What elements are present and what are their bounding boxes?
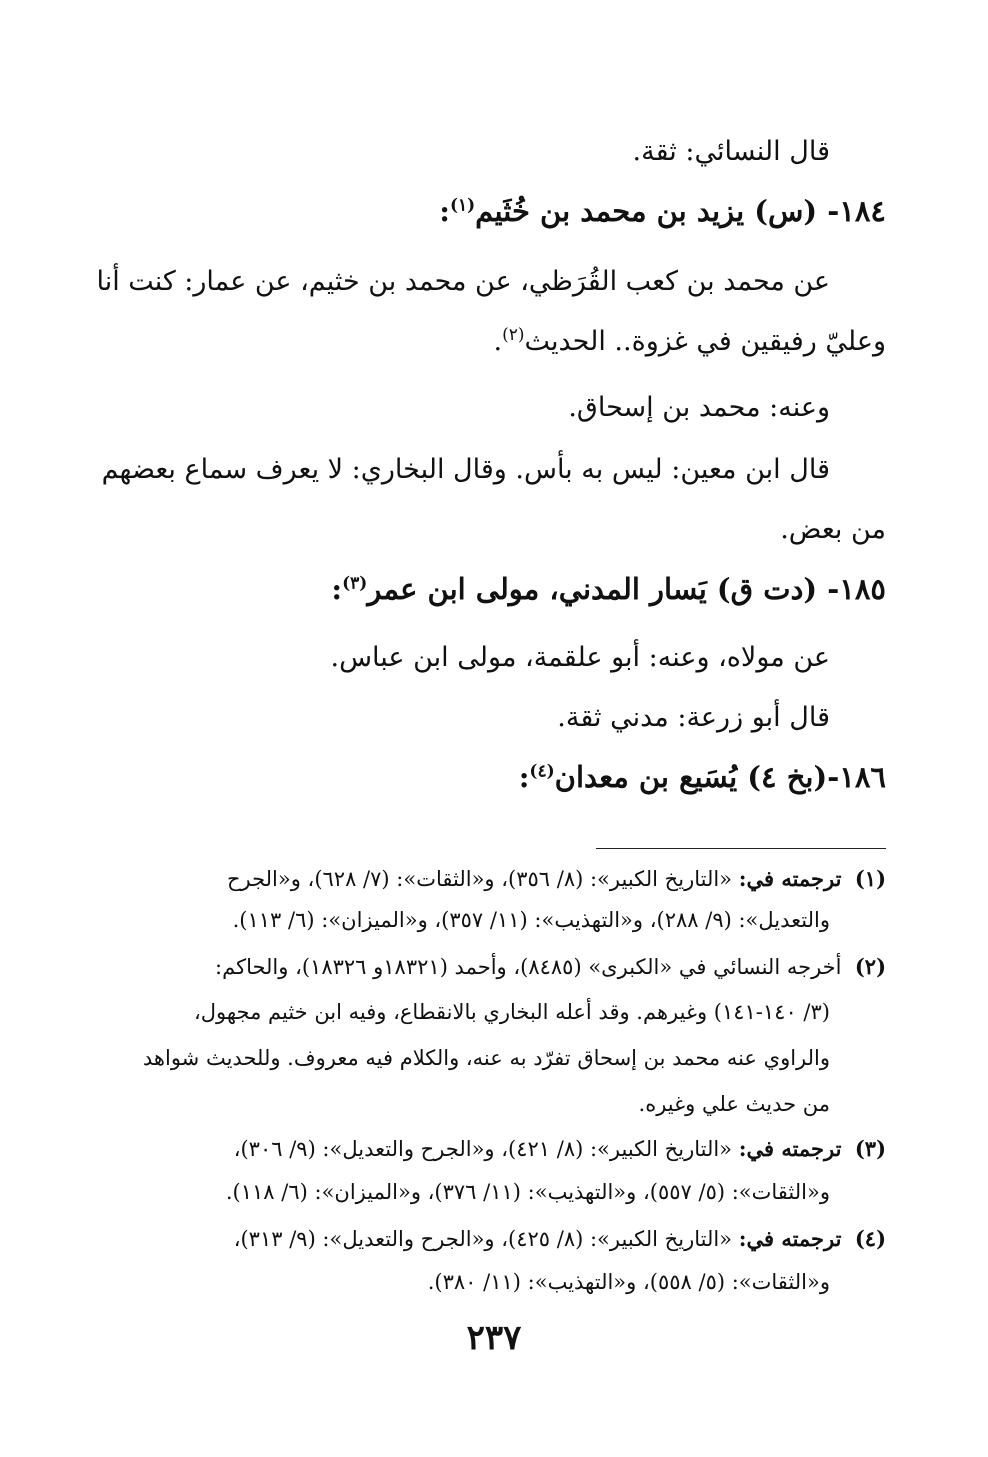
footnote-ref: (٢)	[502, 325, 525, 345]
footnote-line: و«الثقات»: (٥/ ٥٥٨)، و«التهذيب»: (١١/ ٣٨٠).	[427, 1270, 830, 1294]
heading-colon: :	[331, 572, 343, 606]
footnote-line: من حديث علي وغيره.	[638, 1092, 830, 1116]
footnote-lead: ترجمته في:	[738, 1136, 842, 1161]
footnote-line: والتعديل»: (٩/ ٢٨٨)، و«التهذيب»: (١١/ ٣٥٧)، و«الميزان»: (٦/ ١١٣).	[232, 908, 830, 932]
footnote-ref: (١)	[449, 195, 476, 216]
heading-colon: :	[518, 760, 530, 794]
footnote-ref: (٣)	[342, 573, 368, 594]
footnote-text: «التاريخ الكبير»: (٨/ ٣٥٦)، و«الثقات»: (٧/ ٦٢٨)، و«الجرح	[226, 867, 733, 891]
text-line: عن محمد بن كعب القُرَظي، عن محمد بن خثيم، عن عمار: كنت أنا	[96, 266, 830, 297]
footnote-line: (٣/ ١٤٠-١٤١) وغيرهم. وقد أعله البخاري بالانقطاع، وفيه ابن خثيم مجهول،	[193, 1000, 830, 1024]
heading-text: ١٨٦-(بخ ٤) يُسَيع بن معدان	[554, 760, 886, 794]
heading-colon: :	[439, 194, 450, 228]
footnote-number: (١)	[854, 866, 886, 891]
footnote-1	[227, 866, 886, 891]
footnote-4	[234, 1226, 886, 1251]
heading-text: ١٨٥- (دت ق) يَسار المدني، مولى ابن عمر	[367, 572, 886, 606]
footnote-lead: ترجمته في:	[738, 866, 842, 891]
text-line: عن مولاه، وعنه: أبو علقمة، مولى ابن عباس.	[330, 642, 830, 673]
footnote-separator	[596, 848, 886, 849]
text-line: قال ابن معين: ليس به بأس. وقال البخاري: لا يعرف سماع بعضهم	[101, 454, 830, 485]
footnote-text: «التاريخ الكبير»: (٨/ ٤٢٥)، و«الجرح والتعديل»: (٩/ ٣١٣)،	[233, 1227, 733, 1251]
entry-heading-185	[331, 572, 886, 606]
heading-text: ١٨٤- (س) يزيد بن محمد بن خُثَيم	[475, 194, 886, 228]
footnote-3	[234, 1136, 886, 1161]
footnote-lead: ترجمته في:	[738, 1226, 842, 1251]
footnote-number: (٢)	[854, 954, 886, 979]
footnote-text: «التاريخ الكبير»: (٨/ ٤٢١)، و«الجرح والتعديل»: (٩/ ٣٠٦)،	[233, 1137, 733, 1161]
text-line: قال النسائي: ثقة.	[632, 136, 830, 167]
text-line: قال أبو زرعة: مدني ثقة.	[557, 702, 830, 733]
footnote-number: (٤)	[854, 1226, 886, 1251]
footnote-2	[215, 954, 886, 979]
footnote-line: و«الثقات»: (٥/ ٥٥٧)، و«التهذيب»: (١١/ ٣٧٦)، و«الميزان»: (٦/ ١١٨).	[225, 1180, 830, 1204]
page-number: ٢٣٧	[466, 1318, 522, 1358]
text-line: من بعض.	[780, 514, 886, 545]
text-period: .	[493, 326, 503, 357]
footnote-text: أخرجه النسائي في «الكبرى» (٨٤٨٥)، وأحمد (١٨٣٢١و ١٨٣٢٦)، والحاكم:	[215, 955, 842, 979]
entry-heading-186	[519, 760, 886, 794]
footnote-line: والراوي عنه محمد بن إسحاق تفرّد به عنه، والكلام فيه معروف. وللحديث شواهد	[142, 1046, 830, 1070]
text-span: وعليّ رفيقين في غزوة.. الحديث	[524, 326, 886, 357]
footnote-number: (٣)	[854, 1136, 886, 1161]
text-line: وعنه: محمد بن إسحاق.	[568, 392, 830, 423]
entry-heading-184	[439, 194, 886, 228]
footnote-ref: (٤)	[529, 761, 555, 782]
text-line	[493, 326, 886, 357]
